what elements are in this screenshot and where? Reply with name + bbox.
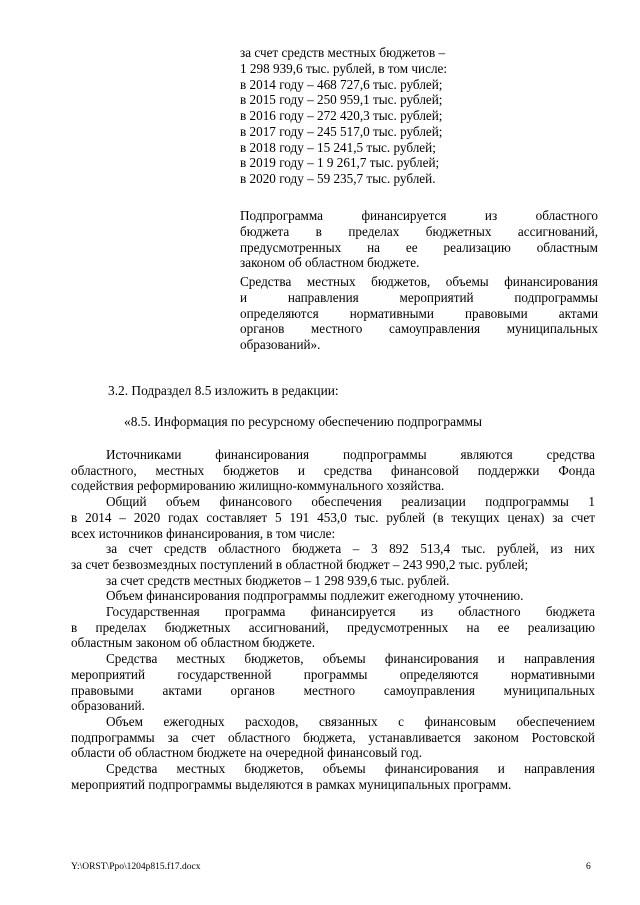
paragraph bbox=[71, 714, 595, 761]
text-line: области об областном бюджете на очередной финансовый год. bbox=[71, 745, 423, 761]
paragraph bbox=[71, 573, 595, 589]
text-line: мероприятий государственной программы определяются нормативными bbox=[71, 666, 595, 682]
text-line: Объем финансирования подпрограммы подлежит ежегодному уточнению. bbox=[106, 588, 524, 604]
text-line: определяются нормативными правовыми актами bbox=[240, 305, 598, 321]
text-line: органов местного самоуправления муниципальных bbox=[240, 321, 598, 337]
text-line: правовыми актами органов местного самоуправления муниципальных bbox=[71, 682, 595, 698]
text-line: подпрограммы за счет областного бюджета, устанавливается законом Ростовской bbox=[71, 729, 595, 745]
text-line: содействия реформированию жилищно-коммунального хозяйства. bbox=[71, 478, 445, 494]
paragraph bbox=[71, 761, 595, 792]
text-line: Подпрограмма финансируется из областного bbox=[240, 208, 598, 223]
text-line: 1 298 939,6 тыс. рублей, в том числе: bbox=[240, 60, 448, 76]
text-line: Средства местных бюджетов, объемы финансирования и направления bbox=[106, 651, 595, 667]
paragraph bbox=[71, 447, 595, 494]
footer-file-path: Y:\ORST\Ppo\1204p815.f17.docx bbox=[71, 862, 201, 872]
text-line: законом об областном бюджете. bbox=[240, 255, 420, 271]
text-line: Источниками финансирования подпрограммы являются средства bbox=[106, 447, 595, 462]
text-line: в 2020 году – 59 235,7 тыс. рублей. bbox=[240, 171, 436, 186]
text-line: Объем ежегодных расходов, связанных с финансовым обеспечением bbox=[106, 713, 595, 729]
local-budget-paragraph bbox=[240, 274, 598, 353]
section-instruction: 3.2. Подраздел 8.5 изложить в редакции: bbox=[108, 383, 339, 398]
subsection-heading: «8.5. Информация по ресурсному обеспечению подпрограммы bbox=[124, 414, 483, 429]
text-line: и направления мероприятий подпрограммы bbox=[240, 289, 598, 305]
paragraph bbox=[71, 588, 595, 604]
page-number: 6 bbox=[586, 862, 591, 872]
text-line: за счет средств местных бюджетов – bbox=[240, 45, 446, 60]
text-line: в 2017 году – 245 517,0 тыс. рублей; bbox=[240, 123, 443, 139]
paragraph bbox=[71, 651, 595, 714]
body-text bbox=[71, 447, 595, 792]
text-line: в 2018 году – 15 241,5 тыс. рублей; bbox=[240, 139, 436, 155]
subprogram-financing-paragraph bbox=[240, 208, 598, 271]
text-line: мероприятий подпрограммы выделяются в рамках муниципальных программ. bbox=[71, 776, 512, 792]
paragraph bbox=[71, 494, 595, 541]
text-line: за счет средств местных бюджетов – 1 298 939,6 тыс. рублей. bbox=[106, 572, 450, 588]
funding-breakdown-block bbox=[240, 45, 598, 187]
text-line: образований. bbox=[71, 698, 145, 714]
text-line: предусмотренных на ее реализацию областным bbox=[240, 239, 598, 255]
text-line: бюджета в пределах бюджетных ассигнований, bbox=[240, 223, 598, 239]
text-line: областного, местных бюджетов и средства финансовой поддержки Фонда bbox=[71, 462, 595, 478]
text-line: областным законом об областном бюджете. bbox=[71, 635, 315, 651]
text-line: в 2014 – 2020 годах составляет 5 191 453,0 тыс. рублей (в текущих ценах) за счет bbox=[71, 509, 595, 525]
paragraph bbox=[71, 541, 595, 572]
text-line: всех источников финансирования, в том числе: bbox=[71, 525, 336, 541]
text-line: Средства местных бюджетов, объемы финансирования bbox=[240, 274, 598, 289]
text-line: Государственная программа финансируется из областного бюджета bbox=[106, 604, 595, 620]
text-line: в пределах бюджетных ассигнований, предусмотренных на ее реализацию bbox=[71, 619, 595, 635]
text-line: образований». bbox=[240, 337, 321, 352]
text-line: Общий объем финансового обеспечения реализации подпрограммы 1 bbox=[106, 494, 595, 510]
text-line: в 2019 году – 1 9 261,7 тыс. рублей; bbox=[240, 155, 440, 171]
text-line: за счет средств областного бюджета – 3 892 513,4 тыс. рублей, из них bbox=[106, 541, 595, 557]
paragraph bbox=[71, 604, 595, 651]
text-line: в 2014 году – 468 727,6 тыс. рублей; bbox=[240, 76, 443, 92]
text-line: в 2015 году – 250 959,1 тыс. рублей; bbox=[240, 92, 443, 108]
text-line: Средства местных бюджетов, объемы финансирования и направления bbox=[106, 761, 595, 777]
text-line: за счет безвозмездных поступлений в областной бюджет – 243 990,2 тыс. рублей; bbox=[71, 556, 529, 572]
text-line: в 2016 году – 272 420,3 тыс. рублей; bbox=[240, 108, 443, 123]
